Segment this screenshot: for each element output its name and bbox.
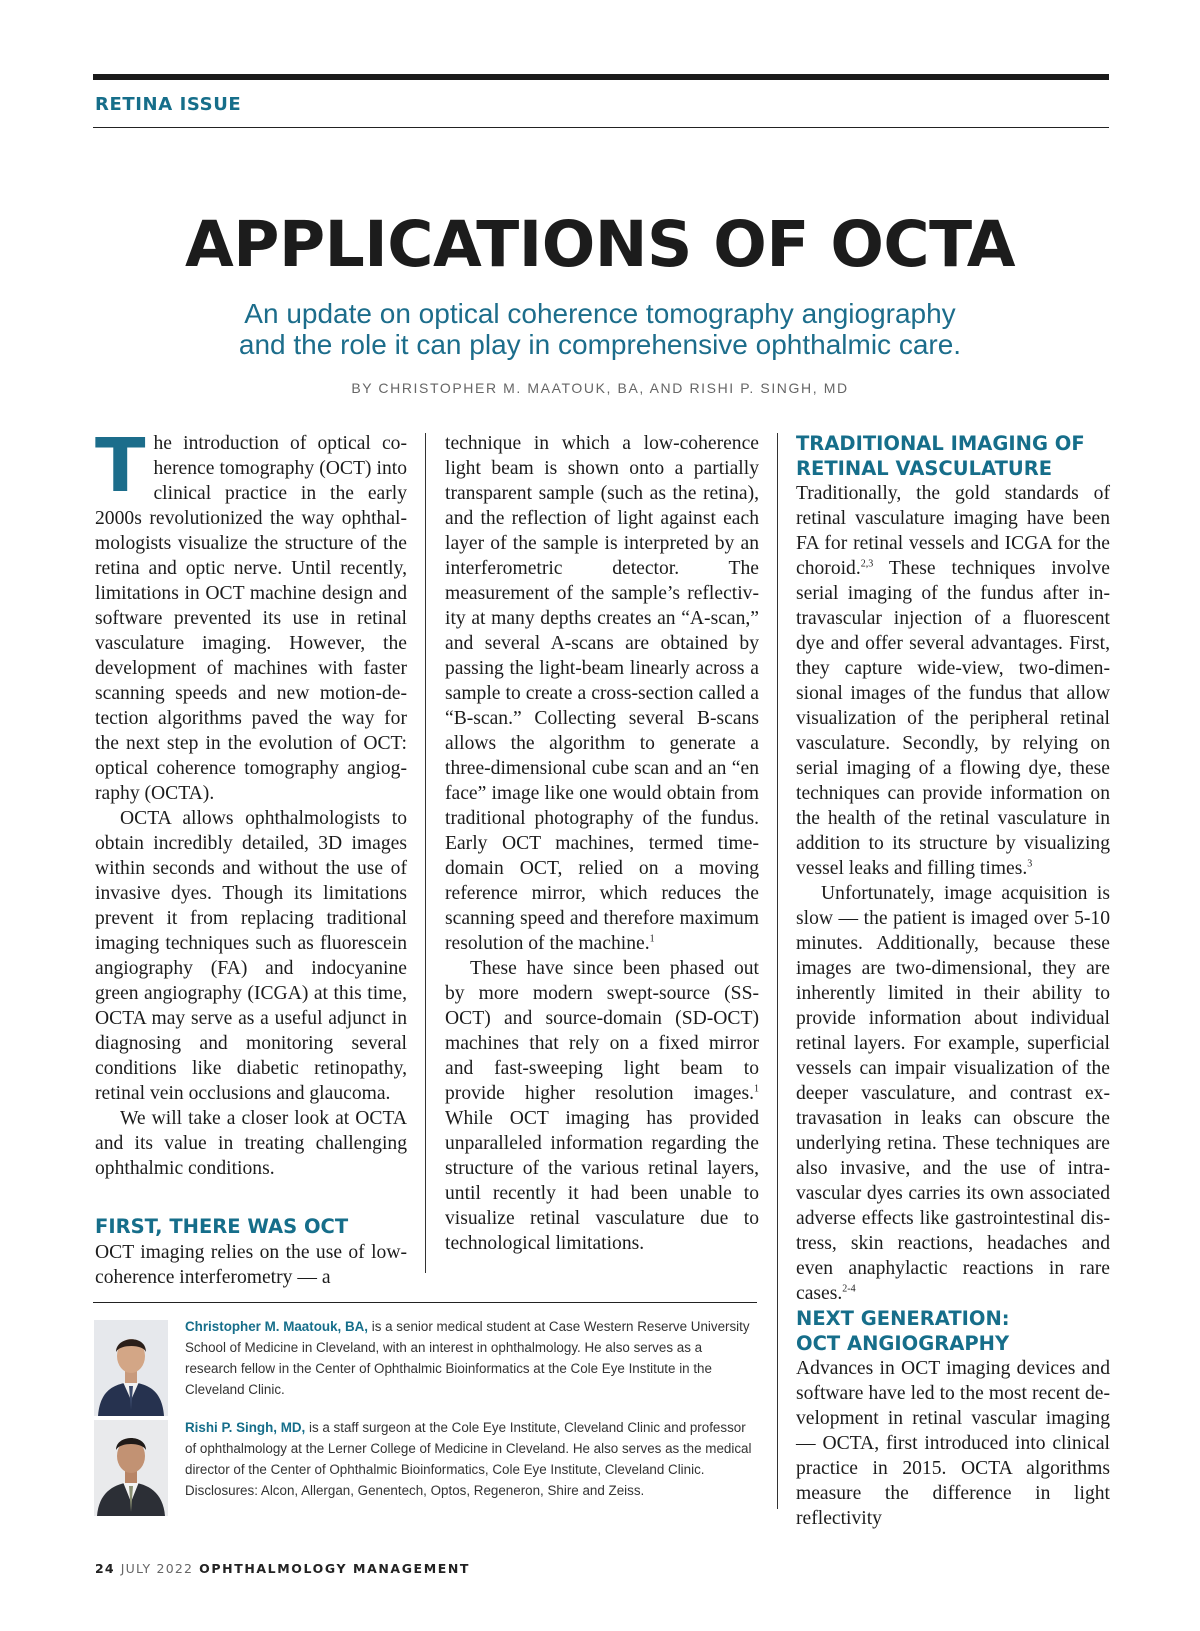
section-heading-traditional-imaging (796, 431, 1110, 481)
intro-text: he introduction of optical coherence tomography (OCT) into clinical practice in the early 2000s revolutionized the way ophthalmologists visualize the structure of the retina and optic nerve. Until recently, limitations in OCT machine design and software prevented its use in retinal vasculature imaging. However, the development of machines with faster scanning speeds and new motion-detection algorithms paved the way for the next step in the evolution of OCT: optical coherence tomography angiography (OCTA). (95, 433, 407, 804)
author-bio-text: is a senior medical student at Case Western Reserve University School of Medicine in Cleveland, with an interest in ophthalmology. He also serves as a research fellow in the Center of Ophthalmic Bioinformatics at the Cole Eye Institute in the Cleveland Clinic. (185, 1319, 750, 1397)
top-rule (93, 74, 1109, 80)
heading-line: OCT ANGIOGRAPHY (796, 1332, 1010, 1355)
drop-cap: T (95, 423, 146, 509)
issue-date: JULY 2022 (120, 1561, 194, 1576)
paragraph-text: Traditionally, the gold standards of retinal vasculature imaging have been FA for retinal vessels and ICGA for the choroid. (796, 483, 1110, 579)
paragraph-text: technique in which a low-coherence light beam is shown onto a partially transparent sample (such as the retina), and the reflection of light against each layer of the sample is interpreted by an interferometric detector. The measurement of the sample’s reflectivity at many depths creates an “A-scan,” and several A-scans are obtained by passing the light-beam linearly across a sample to create a cross-section called a “B-scan.” Collecting several B-scans allows the algorithm to generate a three-dimensional cube scan and an “en face” image like one would obtain from traditional photography of the fundus. Early OCT machines, termed time-domain OCT, relied on a moving reference mirror, which reduces the scanning speed and therefore maximum resolution of the machine. (445, 433, 759, 954)
subtitle-line-1: An update on optical coherence tomography angiography (244, 298, 956, 329)
reference-superscript: 3 (1027, 858, 1033, 870)
section-label: RETINA ISSUE (95, 94, 242, 115)
column-divider (425, 433, 426, 1273)
page-footer (95, 1561, 470, 1576)
author-bio-text: is a staff surgeon at the Cole Eye Institute, Cleveland Clinic and professor of ophthalmology at the Lerner College of Medicine in Cleveland. He also serves as the medical director of the Center of Ophthalmic Bioinformatics, Cole Eye Institute, Cleveland Clinic. (185, 1420, 752, 1477)
heading-line: RETINAL VASCULATURE (796, 457, 1053, 480)
paragraph: OCTA allows ophthalmologists to obtain incredibly detailed, 3D images within seconds and without the use of invasive dyes. Though its limitations prevent it from replacing traditional imaging techniques such as fluorescein angiography (FA) and indocyanine green angiography (ICGA) at this time, OCTA may serve as a useful adjunct in diagnosing and monitoring several conditions like diabetic retinopathy, retinal vein occlusions and glaucoma. (95, 808, 407, 1104)
paragraph: OCT imaging relies on the use of low-coherence interferometry — a (95, 1242, 407, 1288)
paragraph-text: These have since been phased out by more modern swept-source (SS-OCT) and source-domain (SD-OCT) machines that rely on a fixed mirror and fast-sweeping light beam to provide higher resolution images. (445, 958, 759, 1104)
heading-line: NEXT GENERATION: (796, 1307, 1010, 1330)
byline: BY CHRISTOPHER M. MAATOUK, BA, AND RISHI P. SINGH, MD (351, 380, 849, 396)
author-bio-singh (185, 1417, 757, 1501)
paragraph-text: These techniques involve serial imaging of the fundus after intravascular injection of a fluorescent dye and offer several advantages. First, they capture wide-view, two-dimensional images of the fundus that allow visualization of the peripheral retinal vasculature. Secondly, by relying on serial imaging of a flowing dye, these techniques can provide information on the health of the retinal vasculature in addition to its structure by visualizing vessel leaks and filling times. (796, 558, 1110, 879)
column-1 (95, 423, 407, 1290)
heading-line: TRADITIONAL IMAGING OF (796, 432, 1085, 455)
disclosures: Disclosures: Alcon, Allergan, Genentech, Optos, Regeneron, Shire and Zeiss. (185, 1483, 645, 1498)
section-heading-first-oct: FIRST, THERE WAS OCT (95, 1215, 349, 1238)
paragraph (445, 431, 759, 956)
paragraph (796, 881, 1110, 1306)
author-photo-singh (94, 1420, 168, 1516)
reference-superscript: 2-4 (842, 1283, 856, 1295)
article-title: APPLICATIONS OF OCTA (185, 208, 1015, 281)
intro-paragraph (95, 423, 407, 806)
section-rule (93, 127, 1109, 128)
reference-superscript: 2,3 (860, 558, 874, 570)
paragraph-text: While OCT imaging has provided unparalleled information regarding the structure of the various retinal layers, until recently it had been unable to visualize retinal vasculature due to technological limitations. (445, 1108, 759, 1254)
paragraph-text: Unfortunately, image acquisition is slow — the patient is imaged over 5-10 minutes. Additionally, because these images are two-dimensional, they are inherently limited in their ability to provide information about individual retinal layers. For example, superficial vessels can impair visualization of the deeper vasculature, and contrast extravasation in leaks can obscure the underlying retina. These techniques are also invasive, and the use of intravascular dyes carries its own associated adverse effects like gastrointestinal distress, skin reactions, headaches and even anaphylactic reactions in rare cases. (796, 883, 1110, 1304)
paragraph: We will take a closer look at OCTA and its value in treating challenging ophthalmic conditions. (95, 1108, 407, 1179)
reference-superscript: 1 (754, 1083, 759, 1095)
subtitle-line-2: and the role it can play in comprehensive ophthalmic care. (238, 329, 962, 360)
page-number: 24 (95, 1561, 115, 1576)
column-3-continued (796, 1306, 1110, 1531)
author-name: Rishi P. Singh, MD, (185, 1420, 306, 1435)
author-photo-maatouk (94, 1320, 168, 1416)
paragraph: Advances in OCT imaging devices and software have led to the most recent development in retinal vascular imaging — OCTA, first introduced into clinical practice in 2015. OCTA algorithms measure the difference in light reflectivity (796, 1358, 1110, 1529)
author-name: Christopher M. Maatouk, BA, (185, 1319, 369, 1334)
author-bio-maatouk (185, 1316, 757, 1400)
paragraph (445, 956, 759, 1256)
section-heading-next-generation (796, 1306, 1110, 1356)
author-portrait-icon (94, 1320, 168, 1416)
column-3 (796, 431, 1110, 1306)
reference-superscript: 1 (649, 933, 655, 945)
publication-name: OPHTHALMOLOGY MANAGEMENT (199, 1561, 471, 1576)
column-2 (445, 431, 759, 1256)
article-subtitle (0, 298, 1200, 360)
paragraph (796, 481, 1110, 881)
author-portrait-icon (94, 1420, 168, 1516)
column-divider (777, 433, 778, 1509)
bio-rule (93, 1302, 757, 1303)
